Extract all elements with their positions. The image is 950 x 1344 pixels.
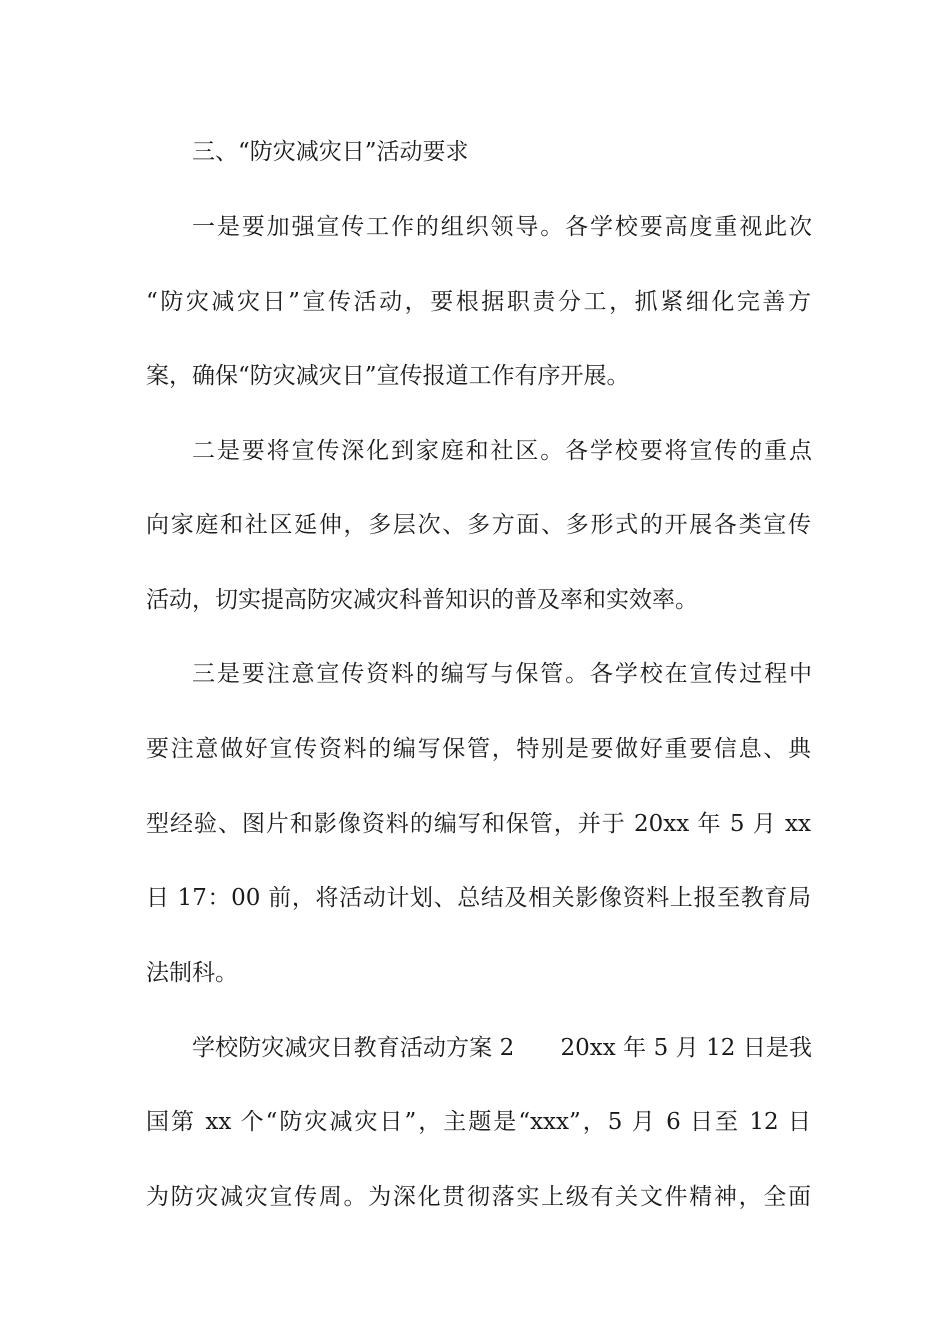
paragraph-line: 型经验、图片和影像资料的编写和保管，并于 20xx 年 5 月 xx [146,811,811,837]
paragraph-line: 一是要加强宣传工作的组织领导。各学校要高度重视此次 [192,214,812,240]
paragraph-line: 日 17：00 前，将活动计划、总结及相关影像资料上报至教育局 [146,885,811,911]
paragraph-line: 案，确保“防灾减灾日”宣传报道工作有序开展。 [146,363,630,389]
paragraph-line: 向家庭和社区延伸，多层次、多方面、多形式的开展各类宣传 [146,512,811,538]
paragraph-line: 学校防灾减灾日教育活动方案 2 20xx 年 5 月 12 日是我 [192,1035,812,1061]
paragraph-line: 三是要注意宣传资料的编写与保管。各学校在宣传过程中 [192,661,812,687]
paragraph-line: “防灾减灾日”宣传活动，要根据职责分工，抓紧细化完善方 [146,289,811,315]
section-heading: 三、“防灾减灾日”活动要求 [192,139,469,165]
paragraph-line: 二是要将宣传深化到家庭和社区。各学校要将宣传的重点 [192,438,812,464]
paragraph-line: 国第 xx 个“防灾减灾日”，主题是“xxx”，5 月 6 日至 12 日 [146,1109,811,1135]
paragraph-line: 法制科。 [146,960,238,986]
paragraph-line: 要注意做好宣传资料的编写保管，特别是要做好重要信息、典 [146,736,811,762]
paragraph-line: 为防灾减灾宣传周。为深化贯彻落实上级有关文件精神，全面 [146,1184,811,1210]
paragraph-line: 活动，切实提高防灾减灾科普知识的普及率和实效率。 [146,587,698,613]
